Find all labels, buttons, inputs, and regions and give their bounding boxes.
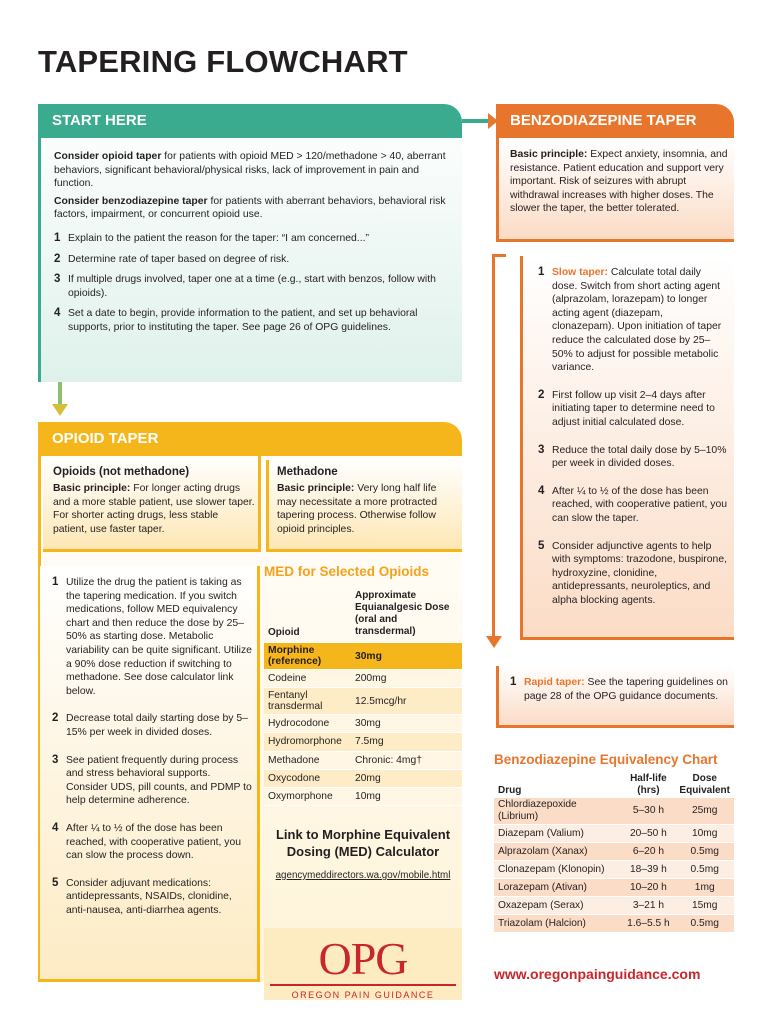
step-number: 4 (54, 307, 61, 320)
step-text: Reduce the total daily dose by 5–10% per week in divided doses. (552, 444, 727, 470)
arrow-down-icon (486, 636, 502, 648)
equiv-cell-half: 18–39 h (621, 861, 675, 879)
arrow-down-icon (52, 404, 68, 416)
step-item (54, 253, 452, 267)
step-text: After ¼ to ½ of the dose has been reached, with cooperative patient, you can slow the taper. (552, 485, 728, 524)
step-text: First follow up visit 2–4 days after initiating taper to determine need to adjust initial calculated dose. (552, 389, 715, 428)
equiv-cell-dose: 0.5mg (675, 915, 734, 933)
med-cell-opioid: Oxycodone (264, 769, 351, 787)
opioid-steps-list (52, 576, 254, 931)
med-cell-opioid: Fentanyl transdermal (264, 688, 351, 715)
equiv-cell-drug: Diazepam (Valium) (494, 825, 621, 843)
med-cell-dose: 20mg (351, 769, 462, 787)
step-number: 2 (538, 388, 545, 401)
benzo-principle: Basic principle: Expect anxiety, insomnia, and resistance. Patient education and support very important. Risk of seizures with abrupt withdrawal increases with higher doses. The slower the taper, the better tolerated. (510, 149, 728, 215)
equiv-cell-drug: Chlordiazepoxide (Librium) (494, 798, 621, 825)
website-url[interactable]: www.oregonpainguidance.com (494, 966, 701, 982)
table-row (264, 751, 462, 769)
table-row (494, 798, 734, 825)
benzo-taper-criteria: Consider benzodiazepine taper for patients with aberrant behaviors, behavioral risk factors, impairment, or concurrent opioid use. (54, 195, 446, 221)
step-item (54, 307, 452, 334)
med-cell-opioid: Hydromorphone (264, 733, 351, 751)
med-cell-dose: 7.5mg (351, 733, 462, 751)
step-number: 2 (52, 712, 59, 725)
table-row (494, 861, 734, 879)
step-item (52, 822, 254, 863)
equiv-cell-half: 5–30 h (621, 798, 675, 825)
step-text: Utilize the drug the patient is taking as the tapering medication. If you switch medications, follow MED equivalency chart and then reduce the dose by 25–50% as starting dose. Metabolic variability can be quite significant. Utilize a 90% dose reduction if switching to methadone. See dose calculator link below. (66, 577, 252, 697)
med-cell-dose: 10mg (351, 787, 462, 805)
table-row (494, 897, 734, 915)
step-item (54, 232, 452, 246)
step-number: 3 (538, 443, 545, 456)
opioid-taper-heading: OPIOID TAPER (38, 422, 462, 456)
med-cell-opioid: Morphine (reference) (264, 643, 351, 670)
methadone-title: Methadone (277, 466, 338, 478)
med-table-title: MED for Selected Opioids (264, 564, 430, 579)
step-item (538, 444, 728, 471)
step-text: Set a date to begin, provide information to the patient, and set up behavioral supports, prior to instituting the taper. See page 26 of OPG guidelines. (68, 308, 418, 333)
table-row (264, 643, 462, 670)
step-text: After ¼ to ½ of the dose has been reached, with cooperative patient, you can slow the process down. (66, 822, 242, 862)
step-item (538, 540, 728, 608)
equiv-col-dose: Dose Equivalent (679, 773, 730, 796)
equiv-cell-half: 6–20 h (621, 843, 675, 861)
equiv-cell-dose: 10mg (675, 825, 734, 843)
logo-divider (270, 984, 456, 986)
step-number: 3 (54, 273, 61, 286)
equiv-cell-drug: Clonazepam (Klonopin) (494, 861, 621, 879)
equiv-cell-dose: 15mg (675, 897, 734, 915)
step-item (52, 576, 254, 698)
med-col-opioid: Opioid (264, 588, 351, 643)
benzo-equivalency-table (494, 772, 734, 933)
equiv-cell-half: 1.6–5.5 h (621, 915, 675, 933)
benzo-equivalency-title: Benzodiazepine Equivalency Chart (494, 752, 718, 767)
step-item (52, 877, 254, 918)
equiv-cell-dose: 0.5mg (675, 843, 734, 861)
equiv-cell-drug: Oxazepam (Serax) (494, 897, 621, 915)
step-item (52, 712, 254, 739)
benzo-steps-list (538, 266, 728, 621)
benzo-connector-branch (492, 254, 506, 257)
opioids-not-methadone (53, 466, 255, 536)
opioids-principle: Basic principle: For longer acting drugs and a more stable patient, use slower taper. For shorter acting drugs, less stable patient, use faster taper. (53, 483, 255, 535)
step-text: Consider adjunctive agents to help with symptoms: trazodone, buspirone, hydroxyzine, clonidine, antidepressants, neuroleptics, and alpha blocking agents. (552, 540, 727, 606)
step-number: 4 (52, 821, 59, 834)
equiv-cell-half: 3–21 h (621, 897, 675, 915)
step-number: 5 (52, 876, 59, 889)
med-cell-dose: 30mg (351, 643, 462, 670)
opg-logo-subtitle: OREGON PAIN GUIDANCE (291, 990, 435, 1000)
med-cell-opioid: Oxymorphone (264, 787, 351, 805)
start-here-heading: START HERE (38, 104, 462, 138)
step-number: 4 (538, 484, 545, 497)
step-item (538, 485, 728, 526)
equiv-cell-drug: Alprazolam (Xanax) (494, 843, 621, 861)
equiv-col-half-life: Half-life (hrs) (630, 773, 667, 796)
benzo-connector-line (492, 254, 495, 640)
equiv-col-drug: Drug (498, 785, 522, 796)
med-cell-opioid: Methadone (264, 751, 351, 769)
med-cell-opioid: Hydrocodone (264, 715, 351, 733)
med-cell-dose: Chronic: 4mg† (351, 751, 462, 769)
table-row (264, 715, 462, 733)
table-row (494, 915, 734, 933)
table-row (264, 769, 462, 787)
step-item (54, 273, 452, 300)
step-number: 1 (538, 266, 545, 278)
step-text: See patient frequently during process and stress behavioral supports. Consider UDS, pill counts, and PDMP to help determine adherence. (66, 754, 252, 807)
start-here-content (54, 150, 452, 342)
step-text: Slow taper: Calculate total daily dose. Switch from short acting agent (alprazolam, lorazepam) to longer acting agent (diazepam, clonazepam). Upon initiation of taper reduce the calculated dose by 25–50% to adjust for possible metabolic variance. (552, 267, 722, 374)
med-table (264, 588, 462, 806)
equiv-cell-dose: 25mg (675, 798, 734, 825)
equiv-cell-drug: Lorazepam (Ativan) (494, 879, 621, 897)
opioids-not-methadone-title: Opioids (not methadone) (53, 466, 190, 478)
start-steps-list (54, 232, 452, 335)
page-title: TAPERING FLOWCHART (38, 44, 408, 79)
table-row (264, 787, 462, 805)
equiv-cell-half: 10–20 h (621, 879, 675, 897)
med-calculator-link[interactable]: agencymeddirectors.wa.gov/mobile.html (275, 870, 451, 881)
step-item (52, 754, 254, 808)
equiv-cell-dose: 0.5mg (675, 861, 734, 879)
table-row (494, 843, 734, 861)
step-text: If multiple drugs involved, taper one at a time (e.g., start with benzos, follow with opioids). (68, 274, 436, 299)
step-number: 1 (54, 231, 61, 244)
step-number: 5 (538, 539, 545, 552)
benzo-taper-heading: BENZODIAZEPINE TAPER (496, 104, 734, 138)
table-row (494, 879, 734, 897)
opg-logo: OPG (318, 933, 408, 984)
table-row (264, 688, 462, 715)
step-item (538, 389, 728, 430)
step-item (538, 266, 728, 375)
step-number: 1 (52, 576, 59, 588)
med-cell-dose: 12.5mcg/hr (351, 688, 462, 715)
step-text: Determine rate of taper based on degree of risk. (68, 253, 290, 265)
equiv-cell-dose: 1mg (675, 879, 734, 897)
med-cell-dose: 30mg (351, 715, 462, 733)
step-number: 3 (52, 753, 59, 766)
step-number: 2 (54, 252, 61, 265)
table-row (264, 670, 462, 688)
med-calculator-link-title: Link to Morphine Equivalent Dosing (MED) Calculator (275, 827, 451, 859)
step-text: Consider adjuvant medications: antidepressants, NSAIDs, clonidine, anti-nausea, anti-diarrhea agents. (66, 877, 232, 916)
rapid-taper: 1 Rapid taper: See the tapering guidelines on page 28 of the OPG guidance documents. (510, 676, 728, 702)
methadone-section (277, 466, 455, 536)
table-row (264, 733, 462, 751)
table-row (494, 825, 734, 843)
equiv-cell-half: 20–50 h (621, 825, 675, 843)
step-text: Decrease total daily starting dose by 5–15% per week in divided doses. (66, 713, 248, 738)
methadone-principle: Basic principle: Very long half life may necessitate a more protracted tapering process. Otherwise follow opioid principles. (277, 483, 437, 535)
med-cell-dose: 200mg (351, 670, 462, 688)
med-cell-opioid: Codeine (264, 670, 351, 688)
opioid-taper-criteria: Consider opioid taper for patients with opioid MED > 120/methadone > 40, aberrant behaviors, significant behavioral/physical risks, lack of improvement in pain and function. (54, 151, 446, 190)
step-text: Explain to the patient the reason for the taper: “I am concerned...” (68, 232, 369, 244)
equiv-cell-drug: Triazolam (Halcion) (494, 915, 621, 933)
med-col-dose: Approximate Equianalgesic Dose (oral and transdermal) (351, 588, 462, 643)
